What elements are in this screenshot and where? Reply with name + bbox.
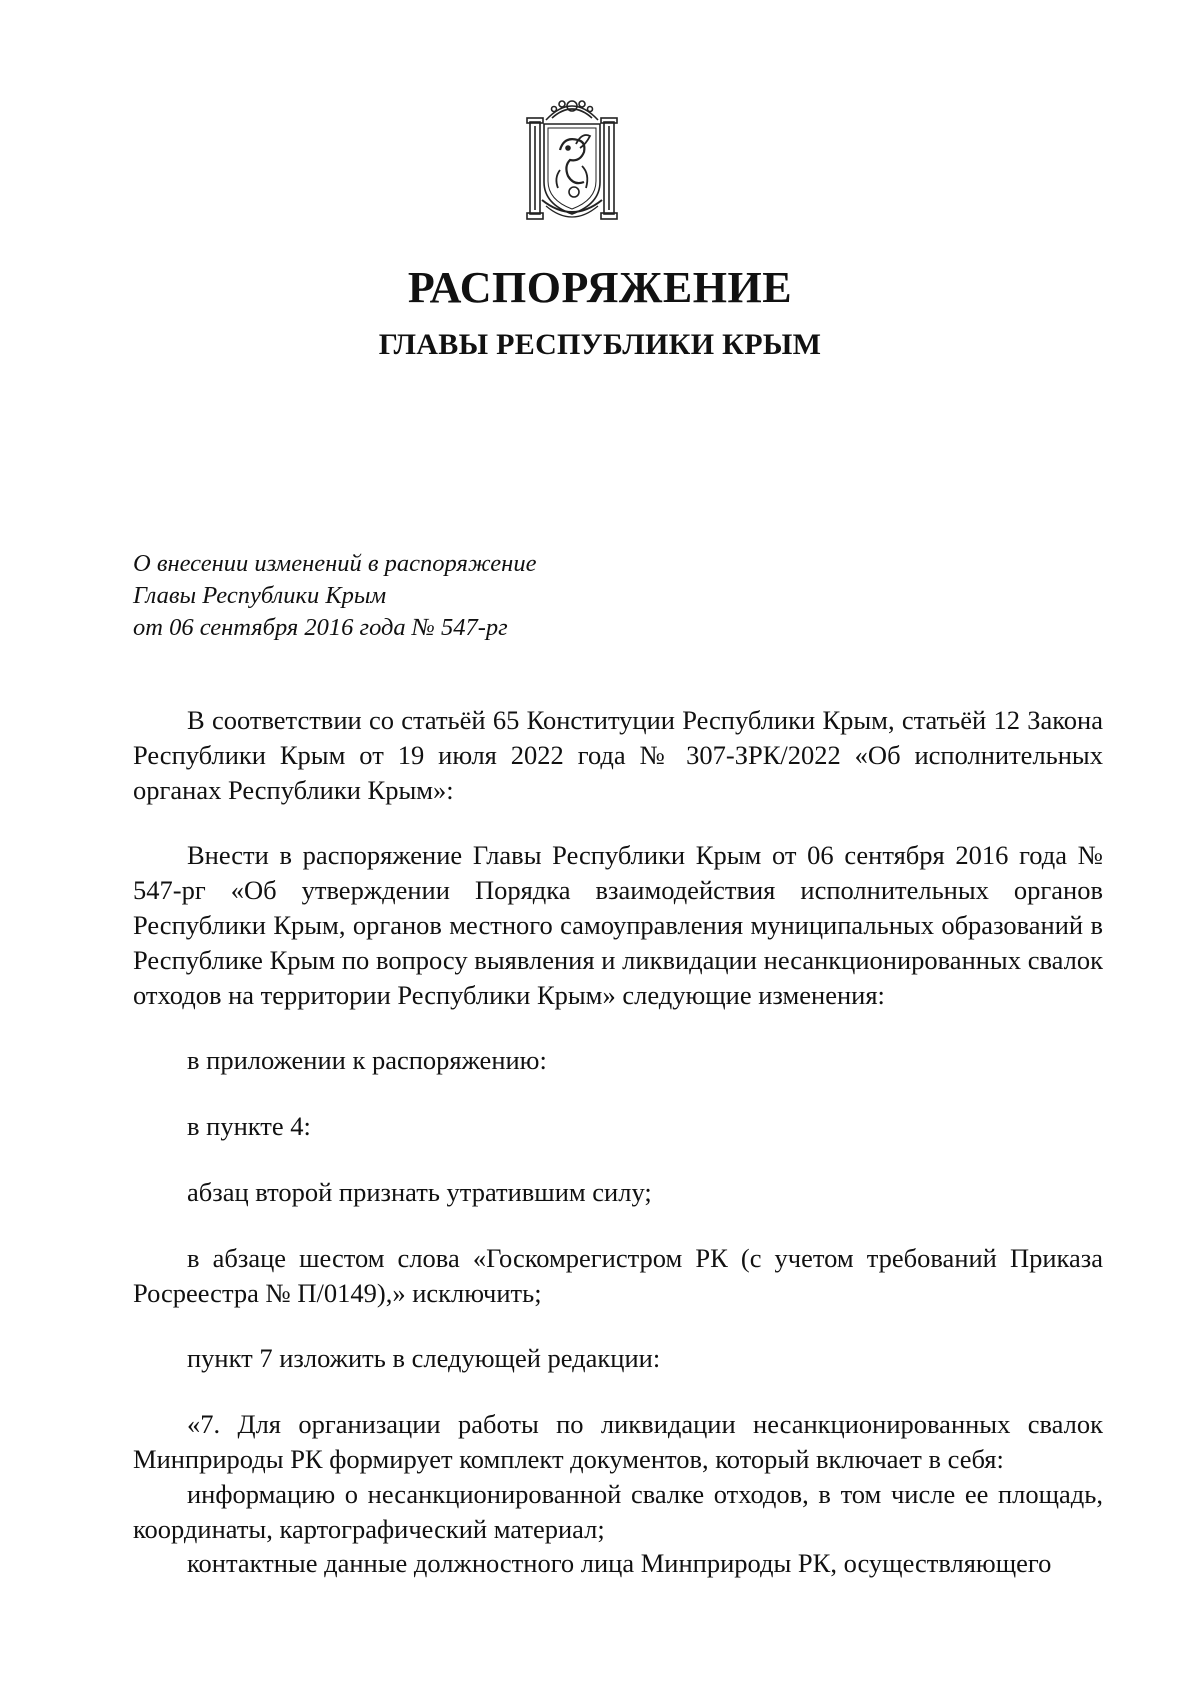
- paragraph-point-7: пункт 7 изложить в следующей редакции:: [187, 1343, 661, 1374]
- subject-line: от 06 сентября 2016 года № 547-рг: [133, 614, 508, 641]
- document-subject: [133, 548, 536, 644]
- paragraph-appendix: в приложении к распоряжению:: [187, 1045, 547, 1076]
- document-subtitle: ГЛАВЫ РЕСПУБЛИКИ КРЫМ: [378, 328, 822, 361]
- subject-line: Главы Республики Крым: [133, 582, 387, 609]
- paragraph-second-abzac: абзац второй признать утратившим силу;: [187, 1176, 652, 1207]
- crimea-coat-of-arms-icon: [524, 96, 620, 222]
- paragraph-point-4: в пункте 4:: [187, 1111, 311, 1142]
- paragraph-info: информацию о несанкционированной свалке отходов, в том числе ее площадь, координаты, картографический материал;: [133, 1478, 1103, 1544]
- document-title: РАСПОРЯЖЕНИЕ: [407, 263, 793, 312]
- paragraph-amendment: Внести в распоряжение Главы Республики Крым от 06 сентября 2016 года № 547-рг «Об утверждении Порядка взаимодействия исполнительных органов Республики Крым, органов местного самоуправления муниципальных образований в Республике Крым по вопросу выявления и ликвидации несанкционированных свалок отходов на территории Республики Крым» следующие изменения:: [133, 840, 1103, 1010]
- subject-line: О внесении изменений в распоряжение: [133, 550, 537, 577]
- paragraph-point-7-text: «7. Для организации работы по ликвидации несанкционированных свалок Минприроды РК формирует комплект документов, который включает в себя:: [133, 1409, 1103, 1474]
- document-body: [133, 703, 1103, 1581]
- paragraph-contacts: контактные данные должностного лица Минприроды РК, осуществляющего: [187, 1548, 1052, 1579]
- paragraph-sixth-abzac: в абзаце шестом слова «Госкомрегистром РК (с учетом требований Приказа Росреестра № П/0149),» исключить;: [133, 1242, 1103, 1308]
- paragraph-preamble: В соответствии со статьёй 65 Конституции Республики Крым, статьёй 12 Закона Республики Крым от 19 июля 2022 года № 307-ЗРК/2022 «Об исполнительных органах Республики Крым»:: [133, 705, 1103, 805]
